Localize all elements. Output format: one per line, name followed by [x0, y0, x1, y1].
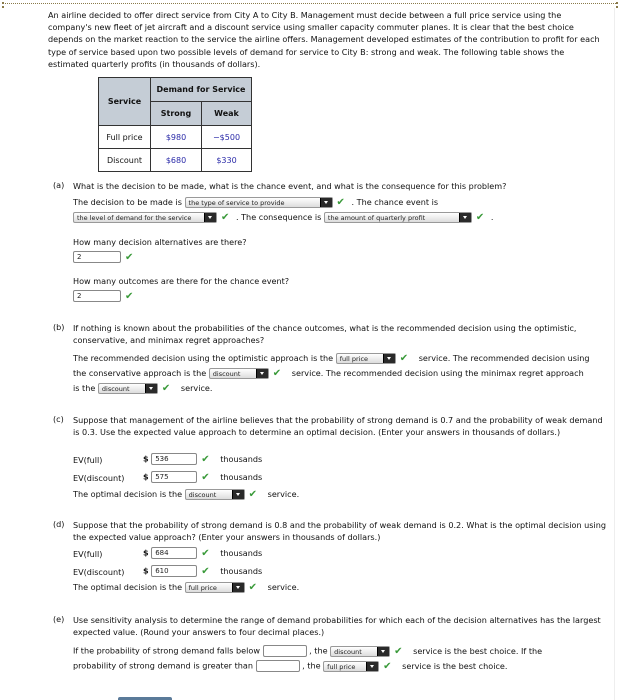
- chevron-down-icon: [320, 198, 332, 207]
- currency-symbol: $: [143, 471, 149, 482]
- part-b-line-2: [73, 368, 584, 379]
- unit-label: thousands: [220, 453, 263, 464]
- ev-discount-input[interactable]: 575: [151, 471, 197, 483]
- row-label: Discount: [99, 149, 151, 172]
- frame-top-border: [3, 3, 618, 4]
- ev-full-input[interactable]: 536: [151, 453, 197, 465]
- minimax-suffix: service.: [180, 383, 213, 393]
- frame-corner-left: [2, 2, 6, 8]
- check-icon: ✔: [248, 582, 258, 593]
- check-icon: ✔: [272, 368, 282, 379]
- check-icon: ✔: [383, 660, 392, 672]
- part-b-letter: (b): [53, 322, 65, 332]
- ev-discount-row: [143, 471, 262, 483]
- chevron-down-icon: [232, 490, 244, 499]
- ev-full-label: EV(full): [73, 455, 103, 465]
- outcomes-question: How many outcomes are there for the chance event?: [73, 276, 290, 286]
- the-label: , the: [309, 645, 328, 656]
- check-icon: ✔: [399, 353, 409, 364]
- check-icon: ✔: [221, 212, 230, 223]
- above-select-value: full price: [327, 662, 356, 671]
- frame-corner-right: [616, 2, 620, 8]
- part-b-line-1: [73, 353, 590, 364]
- above-select[interactable]: [323, 661, 379, 672]
- ev-discount-input[interactable]: 610: [151, 565, 197, 577]
- end-period: .: [490, 212, 494, 222]
- strong-header: Strong: [151, 102, 202, 126]
- check-icon: ✔: [125, 290, 134, 302]
- chance-prefix: . The chance event is: [351, 197, 439, 207]
- frame-right-edge: [614, 8, 615, 700]
- part-a-line-2: [73, 212, 493, 223]
- chevron-down-icon: [383, 354, 395, 363]
- consequence-select[interactable]: [324, 212, 472, 223]
- optimal-select-value: discount: [188, 491, 217, 499]
- check-icon: ✔: [201, 471, 210, 483]
- part-c-question: Suppose that management of the airline believes that the probability of strong demand is 0.7 and the probability of weak demand is 0.3. Use the expected value approach to determine an optimal decision. (Enter your answers in thousands of dollars.): [73, 415, 603, 437]
- below-select-value: discount: [334, 647, 362, 656]
- minimax-select-value: discount: [101, 385, 130, 393]
- optimal-select-c[interactable]: [185, 489, 245, 500]
- alternatives-input[interactable]: 2: [73, 251, 121, 263]
- currency-symbol: $: [143, 453, 149, 464]
- minimax-prefix: is the: [73, 383, 96, 393]
- currency-symbol: $: [143, 565, 149, 576]
- service-header: Service: [99, 78, 151, 126]
- decision-prefix: The decision to be made is: [73, 197, 182, 207]
- above-prefix: probability of strong demand is greater than: [73, 660, 253, 671]
- part-c-optimal-row: [73, 489, 299, 500]
- optimal-suffix: service.: [267, 489, 300, 499]
- part-e-line-2: [73, 660, 507, 672]
- chevron-down-icon: [232, 583, 244, 592]
- table-row: [99, 126, 252, 149]
- below-prefix: If the probability of strong demand falls below: [73, 645, 260, 656]
- unit-label: thousands: [220, 547, 263, 558]
- check-icon: ✔: [125, 251, 134, 263]
- chance-select[interactable]: [73, 212, 217, 223]
- part-a-letter: (a): [53, 180, 65, 190]
- optimal-prefix: The optimal decision is the: [73, 489, 183, 499]
- optimistic-suffix: service. The recommended decision using: [418, 353, 590, 363]
- conservative-select-value: discount: [212, 370, 241, 378]
- consequence-prefix: . The consequence is: [235, 212, 322, 222]
- part-b-line-3: [73, 383, 212, 394]
- optimal-select-value: full price: [188, 584, 217, 592]
- ev-full-label: EV(full): [73, 549, 103, 559]
- check-icon: ✔: [394, 645, 403, 657]
- ev-full-input[interactable]: 684: [151, 547, 197, 559]
- optimal-select-d[interactable]: [185, 582, 245, 593]
- check-icon: ✔: [336, 197, 345, 208]
- check-icon: ✔: [475, 212, 485, 223]
- part-a-line-1: [73, 197, 438, 208]
- chevron-down-icon: [366, 662, 378, 671]
- optimistic-prefix: The recommended decision using the optimistic approach is the: [73, 353, 334, 363]
- check-icon: ✔: [248, 489, 258, 500]
- ev-discount-row: [143, 565, 262, 577]
- below-probability-input[interactable]: [263, 645, 307, 657]
- conservative-prefix: the conservative approach is the: [73, 368, 207, 378]
- cell-value: $330: [202, 149, 252, 172]
- conservative-select[interactable]: [209, 368, 269, 379]
- ev-discount-label: EV(discount): [73, 567, 125, 577]
- below-suffix: service is the best choice. If the: [413, 645, 543, 656]
- check-icon: ✔: [201, 547, 210, 559]
- part-d-question: Suppose that the probability of strong demand is 0.8 and the probability of weak demand is 0.2. What is the optimal decision using the expected value approach? (Enter your answers in thousands of dollars.): [73, 520, 607, 542]
- optimistic-select[interactable]: [336, 353, 396, 364]
- ev-full-row: [143, 453, 262, 465]
- the-label: , the: [302, 660, 321, 671]
- decision-select-value: the type of service to provide: [188, 199, 285, 207]
- conservative-suffix: service. The recommended decision using the minimax regret approach: [291, 368, 584, 378]
- minimax-select[interactable]: [98, 383, 158, 394]
- part-d-letter: (d): [53, 519, 65, 529]
- alternatives-question: How many decision alternatives are there?: [73, 237, 247, 247]
- currency-symbol: $: [143, 547, 149, 558]
- cell-value: $680: [151, 149, 202, 172]
- unit-label: thousands: [220, 565, 263, 576]
- profit-table: [98, 77, 252, 172]
- ev-full-row: [143, 547, 262, 559]
- row-label: Full price: [99, 126, 151, 149]
- part-e-letter: (e): [53, 614, 65, 624]
- optimal-prefix: The optimal decision is the: [73, 582, 183, 592]
- check-icon: ✔: [201, 565, 210, 577]
- alternatives-row: [73, 251, 137, 263]
- part-e-line-1: [73, 645, 542, 657]
- chevron-down-icon: [145, 384, 157, 393]
- part-e-question: Use sensitivity analysis to determine the range of demand probabilities for which each of the decision alternatives has the largest expected value. (Round your answers to four decimal places.): [73, 615, 601, 637]
- outcomes-input[interactable]: 2: [73, 290, 121, 302]
- above-suffix: service is the best choice.: [402, 660, 508, 671]
- cell-value: −$500: [202, 126, 252, 149]
- chance-select-value: the level of demand for the service: [77, 214, 192, 222]
- below-select[interactable]: [330, 646, 390, 657]
- check-icon: ✔: [201, 453, 210, 465]
- above-probability-input[interactable]: [256, 660, 300, 672]
- ev-discount-label: EV(discount): [73, 473, 125, 483]
- part-a-question: What is the decision to be made, what is the chance event, and what is the consequence for this problem?: [73, 181, 507, 191]
- problem-content: [48, 9, 608, 70]
- chevron-down-icon: [256, 369, 268, 378]
- chevron-down-icon: [377, 647, 389, 656]
- check-icon: ✔: [161, 383, 171, 394]
- weak-header: Weak: [202, 102, 252, 126]
- part-d-optimal-row: [73, 582, 299, 593]
- optimistic-select-value: full price: [339, 355, 369, 363]
- chevron-down-icon: [459, 213, 471, 222]
- optimal-suffix: service.: [267, 582, 300, 592]
- chevron-down-icon: [204, 213, 216, 222]
- cell-value: $980: [151, 126, 202, 149]
- decision-select[interactable]: [185, 197, 333, 208]
- part-b-question: If nothing is known about the probabilities of the chance outcomes, what is the recommended decision using the optimistic, conservative, and minimax regret approaches?: [73, 323, 577, 345]
- part-c-letter: (c): [53, 414, 64, 424]
- demand-header: Demand for Service: [151, 78, 252, 102]
- table-row: [99, 149, 252, 172]
- intro-text: An airline decided to offer direct service from City A to City B. Management must decide between a full price service using the company's new fleet of jet aircraft and a discount service using smaller capacity commuter planes. It is clear that the best choice depends on the market reaction to the service the airline offers. Management developed estimates of the contribution to profit for each type of service based upon two possible levels of demand for service to City B: strong and weak. The following table shows the estimated quarterly profits (in thousands of dollars).: [48, 10, 600, 69]
- unit-label: thousands: [220, 471, 263, 482]
- consequence-select-value: the amount of quarterly profit: [327, 214, 426, 222]
- outcomes-row: [73, 290, 137, 302]
